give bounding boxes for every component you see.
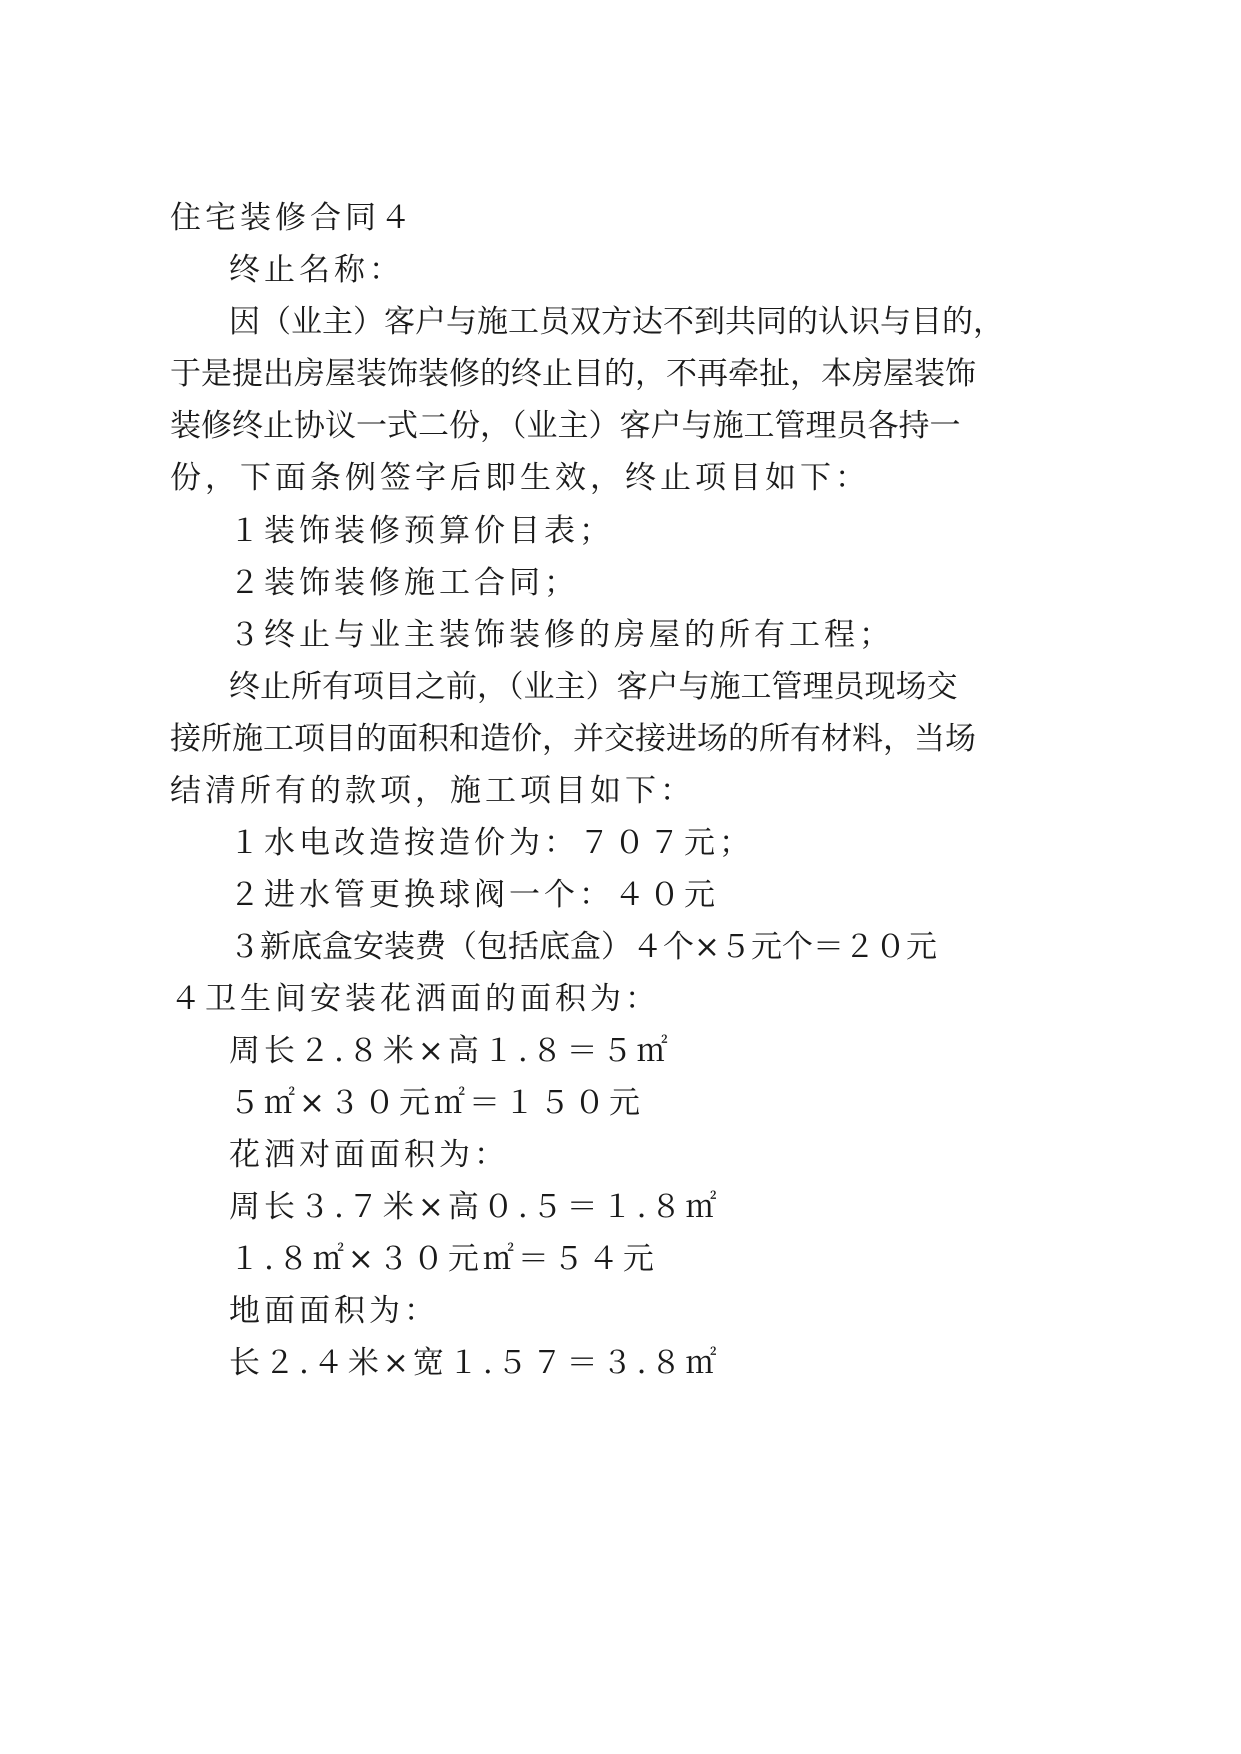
paragraph-line: 因（业主）客户与施工员双方达不到共同的认识与目的， bbox=[229, 304, 1004, 340]
list-item: ２装饰装修施工合同； bbox=[229, 565, 579, 601]
list-item: ３终止与业主装饰装修的房屋的所有工程； bbox=[229, 617, 894, 653]
paragraph-line: 份，下面条例签字后即生效，终止项目如下： bbox=[170, 460, 870, 496]
paragraph-line: 终止所有项目之前，（业主）客户与施工管理员现场交 bbox=[229, 669, 958, 705]
paragraph-line: 于是提出房屋装饰装修的终止目的，不再牵扯，本房屋装饰 bbox=[170, 356, 976, 392]
list-item: １水电改造按造价为：７０７元； bbox=[229, 825, 754, 861]
list-item: ２进水管更换球阀一个：４０元 bbox=[229, 877, 719, 913]
list-item: １装饰装修预算价目表； bbox=[229, 513, 614, 549]
document-title: 住宅装修合同４ bbox=[170, 200, 415, 236]
paragraph-line: 接所施工项目的面积和造价，并交接进场的所有材料，当场 bbox=[170, 721, 976, 757]
calculation-line: １.８㎡×３０元㎡＝５４元 bbox=[229, 1241, 658, 1277]
list-item: ４卫生间安装花洒面的面积为： bbox=[170, 981, 660, 1017]
calculation-line: 地面面积为： bbox=[229, 1293, 439, 1329]
list-item: ３新底盒安装费（包括底盒）４个×５元个＝２０元 bbox=[229, 929, 937, 965]
calculation-line: 花洒对面面积为： bbox=[229, 1137, 509, 1173]
calculation-line: 周长３.７米×高０.５＝１.８㎡ bbox=[229, 1189, 721, 1225]
paragraph-line: 结清所有的款项，施工项目如下： bbox=[170, 773, 695, 809]
section-heading: 终止名称： bbox=[229, 252, 404, 288]
paragraph-line: 装修终止协议一式二份，（业主）客户与施工管理员各持一 bbox=[170, 408, 961, 444]
calculation-line: 周长２.８米×高１.８＝５㎡ bbox=[229, 1033, 672, 1069]
calculation-line: ５㎡×３０元㎡＝１５０元 bbox=[229, 1085, 644, 1121]
calculation-line: 长２.４米×宽１.５７＝３.８㎡ bbox=[229, 1345, 721, 1381]
